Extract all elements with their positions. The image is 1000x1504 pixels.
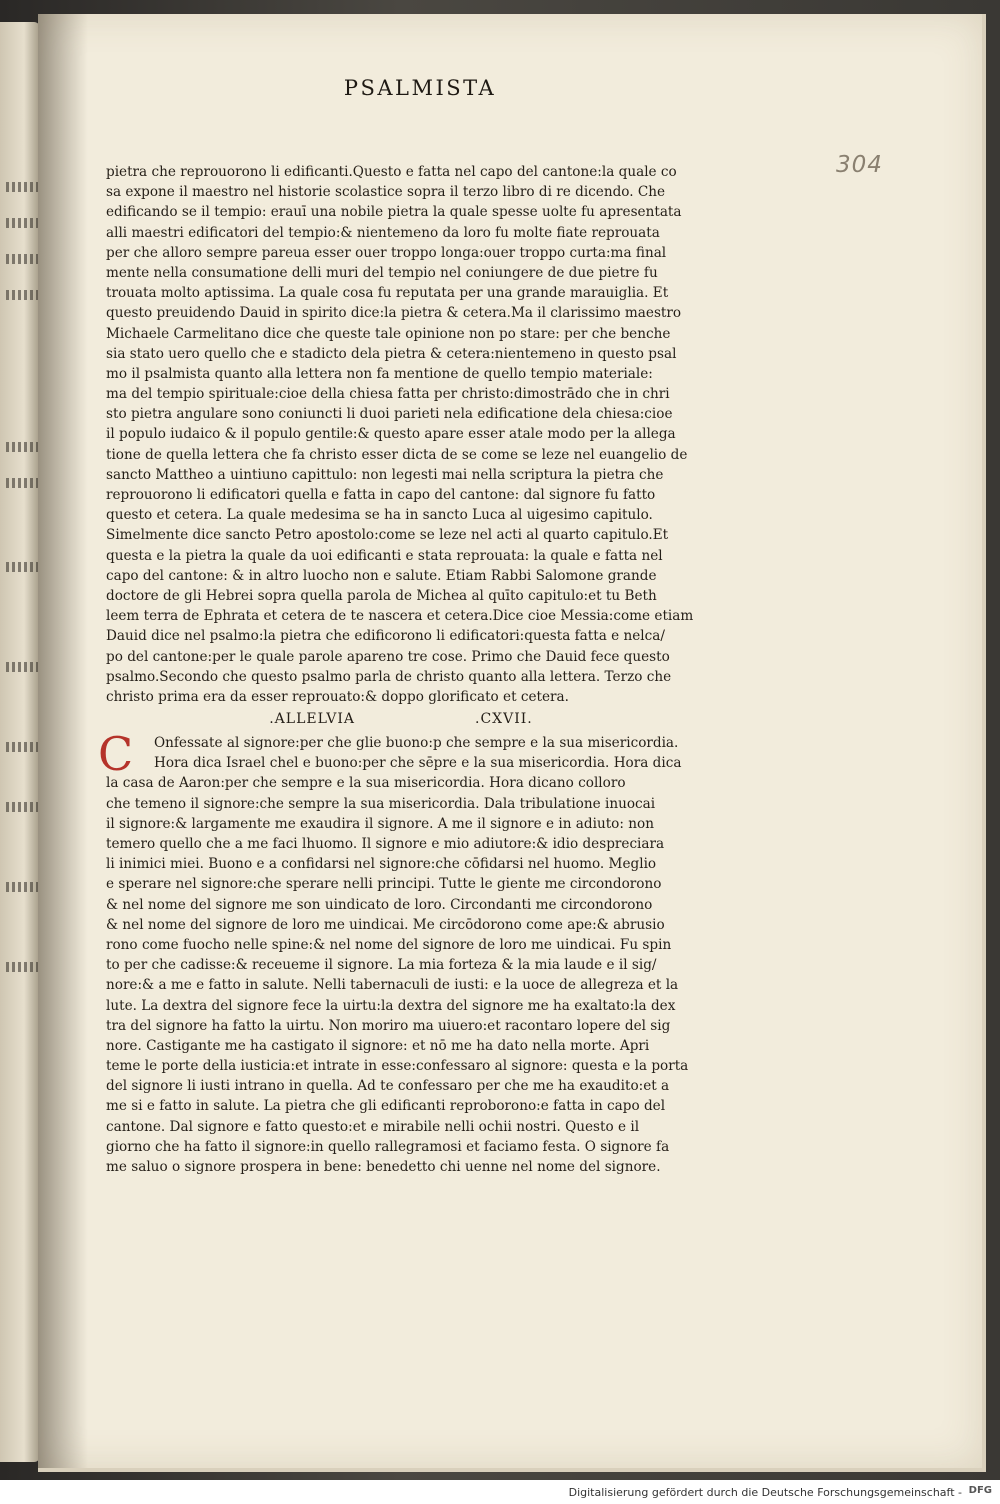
psalm-line: temero quello che a me faci lhuomo. Il signore e mio adiutore:& idio despreciara: [106, 836, 665, 852]
text-line: pietra che reprouorono li edificanti.Questo e fatta nel capo del cantone:la quale co: [106, 164, 677, 180]
running-head: PSALMISTA: [343, 76, 497, 100]
psalm-line: il signore:& largamente me exaudira il signore. A me il signore e in adiuto: non: [106, 815, 654, 832]
text-line: per che alloro sempre pareua esser ouer troppo longa:ouer troppo curta:ma final: [106, 244, 667, 261]
text-line: mo il psalmista quanto alla lettera non fa mentione de quello tempio materiale:: [106, 365, 653, 382]
text-line: sancto Mattheo a uintiuno capittulo: non legesti mai nella scriptura la pietra che: [106, 466, 664, 483]
text-line: mente nella consumatione delli muri del tempio nel coniungere de due pietre fu: [106, 264, 658, 281]
text-line: il populo iudaico & il populo gentile:& questo apare esser atale modo per la allega: [106, 426, 676, 443]
spine-shadow: [38, 14, 88, 1468]
text-line: trouata molto aptissima. La quale cosa fu reputata per una grande marauiglia. Et: [106, 285, 669, 302]
psalm-line: che temeno il signore:che sempre la sua misericordia. Dala tribulatione inuocai: [106, 795, 656, 812]
folio-number: 304: [836, 152, 883, 178]
psalm-line: tra del signore ha fatto la uirtu. Non moriro ma uiuero:et racontaro lopere del sig: [106, 1017, 671, 1034]
digitization-footer: [0, 1480, 1000, 1504]
text-line: leem terra de Ephrata et cetera de te nascera et cetera.Dice cioe Messia:come etiam: [106, 608, 694, 625]
psalm-line: giorno che ha fatto il signore:in quello rallegramosi et faciamo festa. O signore fa: [106, 1138, 670, 1155]
text-line: alli maestri edificatori del tempio:& nientemeno da loro fu molte fiate reprouata: [106, 224, 660, 241]
psalm-lines: [106, 733, 696, 1177]
text-line: capo del cantone: & in altro luocho non e salute. Etiam Rabbi Salomone grande: [106, 567, 657, 584]
psalm-line: Onfessate al signore:per che glie buono:p che sempre e la sua misericordia.: [154, 735, 679, 752]
text-line: doctore de gli Hebrei sopra quella parola de Michea al quīto capitulo:et tu Beth: [106, 587, 657, 604]
psalm-line: e sperare nel signore:che sperare nelli principi. Tutte le giente me circondorono: [106, 876, 662, 893]
text-line: reprouorono li edificatori quella e fatta in capo del cantone: dal signore fu fatto: [106, 487, 656, 503]
psalm-line: me si e fatto in salute. La pietra che gli edificanti reproborono:e fatta in capo del: [106, 1098, 666, 1115]
psalm-line: teme le porte della iusticia:et intrate in esse:confessaro al signore: questa e la porta: [106, 1058, 689, 1075]
text-line: Michaele Carmelitano dice che queste tale opinione non po stare: per che benche: [106, 325, 671, 342]
red-initial: C: [98, 727, 134, 782]
psalm-line: li inimici miei. Buono e a confidarsi nel signore:che cōfidarsi nel huomo. Meglio: [106, 856, 657, 873]
text-line: sa expone il maestro nel historie scolastice sopra il terzo libro di re dicendo. Che: [106, 184, 666, 201]
text-line: tione de quella lettera che fa christo esser dicta de se come se leze nel euangelio de: [106, 446, 688, 463]
psalm-line: nore. Castigante me ha castigato il signore: et nō me ha dato nella morte. Apri: [106, 1037, 650, 1054]
psalm-text: [98, 727, 696, 1177]
psalm-line: rono come fuocho nelle spine:& nel nome del signore de loro me uindicai. Fu spin: [106, 936, 672, 953]
text-line: christo prima era da esser reprouato:& doppo glorificato et cetera.: [106, 688, 569, 705]
facing-page-edge: [0, 22, 40, 1462]
psalm-line: Hora dica Israel chel e buono:per che sēpre e la sua misericordia. Hora dica: [154, 755, 682, 772]
psalm-line: cantone. Dal signore e fatto questo:et e mirabile nelli ochii nostri. Questo e il: [106, 1118, 640, 1135]
text-line: sia stato uero quello che e stadicto dela pietra & cetera:nientemeno in questo psal: [106, 345, 677, 362]
footer-credit: Digitalisierung gefördert durch die Deutsche Forschungsgemeinschaft -: [568, 1486, 962, 1499]
text-block: [98, 162, 696, 1177]
psalm-line: me saluo o signore prospera in bene: benedetto chi uenne nel nome del signore.: [106, 1159, 661, 1175]
book-page: [38, 14, 986, 1472]
psalm-line: & nel nome del signore me son uindicato de loro. Circondanti me circondorono: [106, 896, 653, 913]
psalm-heading: [106, 709, 696, 733]
text-line: edificando se il tempio: erauī una nobile pietra la quale spesse uolte fu apresentata: [106, 204, 682, 221]
text-line: psalmo.Secondo che questo psalmo parla de christo quanto alla lettera. Terzo che: [106, 668, 672, 685]
psalm-line: & nel nome del signore de loro me uindicai. Me circōdorono come ape:& abrusio: [106, 916, 665, 933]
text-line: Simelmente dice sancto Petro apostolo:come se leze nel acti al quarto capitulo.Et: [106, 527, 669, 544]
text-line: ma del tempio spirituale:cioe della chiesa fatta per christo:dimostrādo che in chri: [106, 386, 670, 403]
text-line: po del cantone:per le quale parole apareno tre cose. Primo che Dauid fece questo: [106, 648, 670, 665]
psalm-line: del signore li iusti intrano in quella. Ad te confessaro per che me ha exaudito:et a: [106, 1078, 670, 1095]
psalm-title: .ALLELVIA: [269, 711, 355, 728]
psalm-number: .CXVII.: [475, 711, 533, 728]
psalm-line: lute. La dextra del signore fece la uirtu:la dextra del signore me ha exaltato:la dex: [106, 997, 676, 1014]
text-line: Dauid dice nel psalmo:la pietra che edificorono li edificatori:questa fatta e nelca/: [106, 628, 665, 645]
text-line: questa e la pietra la quale da uoi edificanti e stata reprouata: la quale e fatta nel: [106, 547, 663, 564]
psalm-line: to per che cadisse:& receueme il signore. La mia forteza & la mia laude e il sig/: [106, 957, 657, 974]
text-line: questo et cetera. La quale medesima se ha in sancto Luca al uigesimo capitulo.: [106, 507, 653, 524]
psalm-line: nore:& a me e fatto in salute. Nelli tabernaculi de iusti: e la uoce de allegreza et la: [106, 977, 679, 994]
dfg-logo: DFG: [968, 1485, 992, 1496]
text-line: questo preuidendo Dauid in spirito dice:la pietra & cetera.Ma il clarissimo maestro: [106, 305, 682, 322]
text-line: sto pietra angulare sono coniuncti li duoi parieti nela edificatione dela chiesa:cioe: [106, 406, 673, 423]
commentary-paragraph: [106, 162, 696, 707]
psalm-line: la casa de Aaron:per che sempre e la sua misericordia. Hora dicano colloro: [106, 775, 626, 792]
